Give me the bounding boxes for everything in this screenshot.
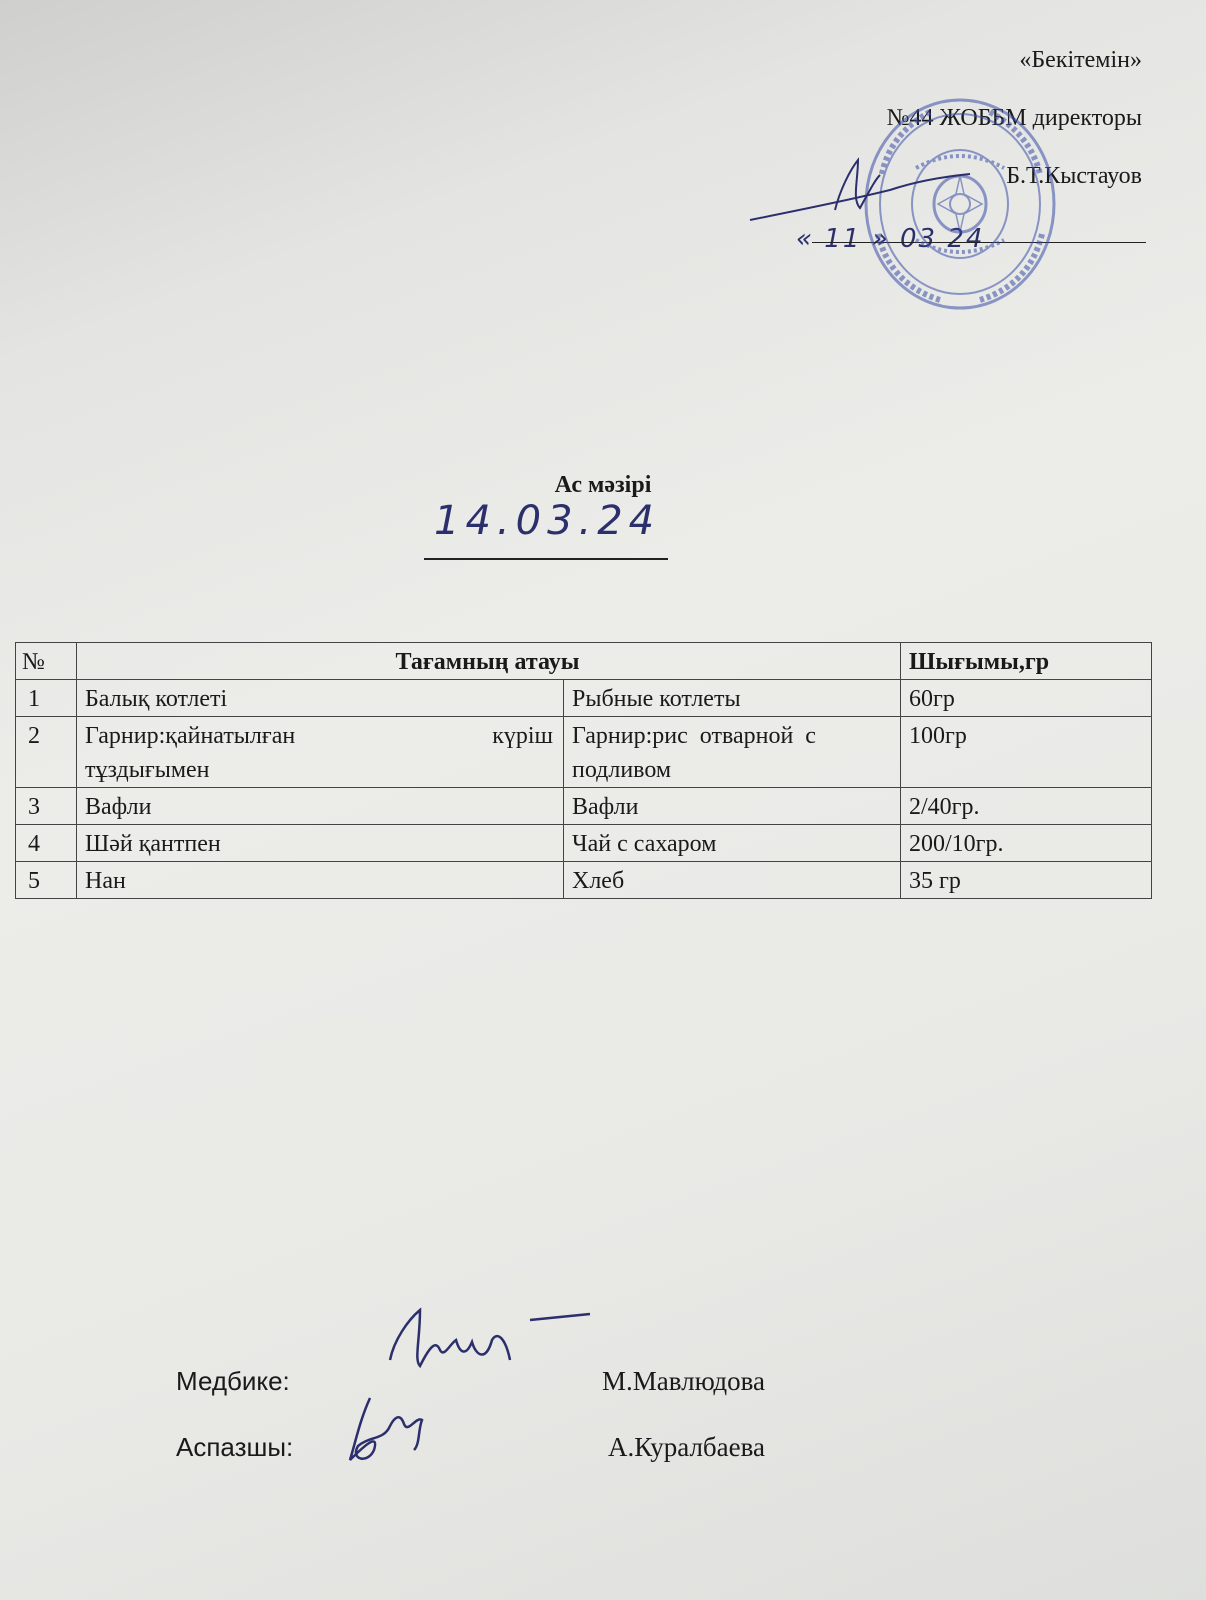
table-row — [16, 862, 1152, 899]
dish-name-kz: Балық котлеті — [77, 680, 564, 717]
table-row — [16, 825, 1152, 862]
page-title: Ас мәзірі — [554, 472, 652, 498]
nurse-name: М.Мавлюдова — [602, 1366, 766, 1396]
nurse-label: Медбике: — [176, 1366, 290, 1396]
nurse-signature-icon — [380, 1300, 600, 1390]
dish-name-kz: Шәй қантпен — [77, 825, 564, 862]
dish-name-kz-part1: Гарнир:қайнатылған — [85, 723, 296, 749]
dish-yield: 60гр — [901, 680, 1152, 717]
approval-date: « 11 » 03 24 — [796, 224, 985, 254]
dish-name-kz-part2: күріш — [492, 723, 553, 749]
header-yield: Шығымы,гр — [901, 643, 1152, 680]
date-underline — [424, 558, 668, 560]
row-num: 4 — [16, 825, 77, 862]
row-num: 3 — [16, 788, 77, 825]
dish-yield: 100гр — [901, 717, 1152, 788]
row-num: 1 — [16, 680, 77, 717]
row-num: 2 — [16, 717, 77, 788]
director-signature-icon — [740, 150, 980, 230]
dish-name-ru-part1: Гарнир:рис отварной с — [572, 723, 816, 749]
table-row — [16, 680, 1152, 717]
dish-name-kz — [77, 717, 564, 788]
dish-name-kz-part3: тұздығымен — [85, 757, 210, 783]
header-dish-name: Тағамның атауы — [77, 643, 901, 680]
dish-name-kz: Нан — [77, 862, 564, 899]
director-position: №44 ЖОББМ директоры — [886, 105, 1142, 131]
table-row — [16, 788, 1152, 825]
dish-name-kz: Вафли — [77, 788, 564, 825]
header-num: № — [16, 643, 77, 680]
director-name: Б.Т.Кыстауов — [1006, 163, 1142, 189]
dish-yield: 2/40гр. — [901, 788, 1152, 825]
dish-name-ru — [564, 717, 901, 788]
cook-label: Аспазшы: — [176, 1432, 294, 1462]
dish-name-ru-part2: подливом — [572, 757, 672, 783]
dish-name-ru: Хлеб — [564, 862, 901, 899]
dish-yield: 35 гр — [901, 862, 1152, 899]
cook-signature-icon — [330, 1390, 440, 1470]
table-row — [16, 717, 1152, 788]
dish-yield: 200/10гр. — [901, 825, 1152, 862]
row-num: 5 — [16, 862, 77, 899]
cook-name: А.Куралбаева — [608, 1432, 766, 1462]
menu-table — [15, 642, 1152, 899]
dish-name-ru: Вафли — [564, 788, 901, 825]
approve-label: «Бекітемін» — [1019, 47, 1142, 73]
handwritten-date: 14.03.24 — [434, 498, 661, 544]
table-header-row — [16, 643, 1152, 680]
dish-name-ru: Чай с сахаром — [564, 825, 901, 862]
dish-name-ru: Рыбные котлеты — [564, 680, 901, 717]
